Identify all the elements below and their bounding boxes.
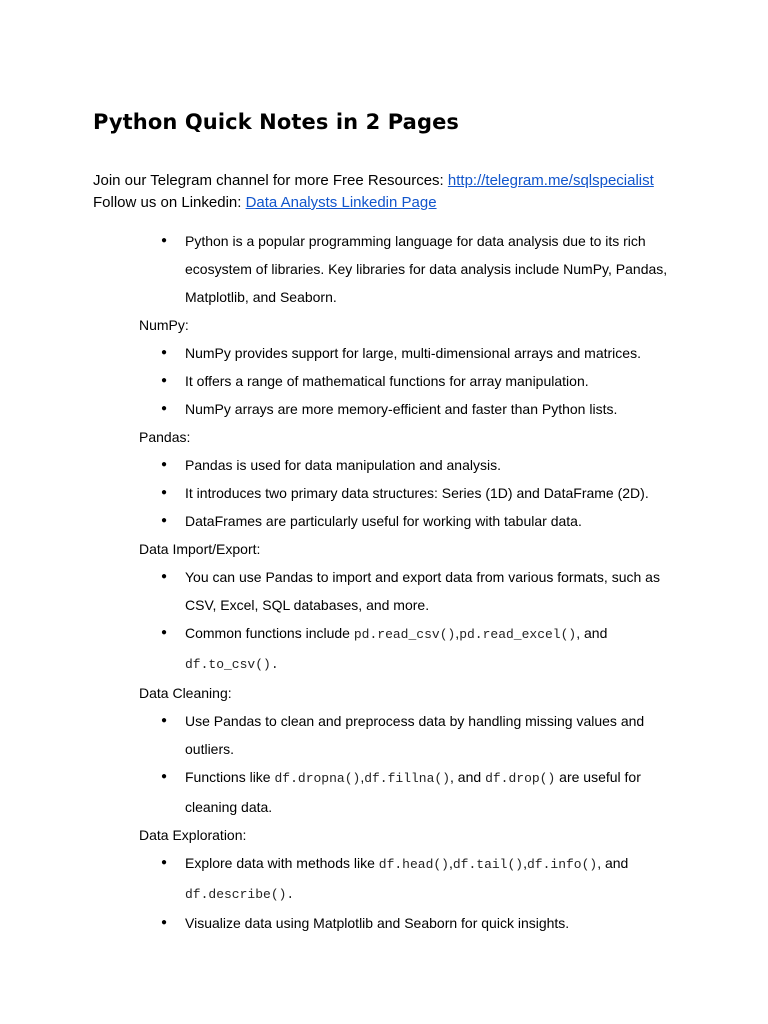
item-text: Functions like — [185, 769, 275, 785]
list-item — [139, 619, 679, 679]
numpy-list — [139, 339, 679, 423]
linkedin-link[interactable]: Data Analysts Linkedin Page — [245, 194, 437, 211]
page-title: Python Quick Notes in 2 Pages — [93, 110, 460, 134]
list-item: ● Use Pandas to clean and preprocess data by handling missing values and outliers. — [139, 707, 679, 763]
list-item: ● Visualize data using Matplotlib and Seaborn for quick insights. — [139, 909, 679, 937]
code-df-to-csv: df.to_csv(). — [185, 657, 279, 672]
telegram-link[interactable]: http://telegram.me/sqlspecialist — [447, 172, 654, 189]
item-sep: , — [448, 855, 453, 871]
code-df-tail: df.tail() — [452, 857, 524, 872]
code-df-head: df.head() — [378, 857, 449, 872]
item-text: Explore data with methods like — [185, 855, 379, 871]
code-df-dropna: df.dropna() — [274, 771, 361, 786]
code-df-fillna: df.fillna() — [364, 771, 451, 786]
import-export-list — [139, 563, 679, 679]
section-label-numpy: NumPy: — [139, 317, 189, 333]
notes-content — [139, 227, 679, 937]
intro-block — [93, 170, 654, 214]
code-pd-read-csv: pd.read_csv() — [353, 627, 456, 642]
item-sep: , and — [450, 769, 486, 785]
section-label-pandas: Pandas: — [139, 429, 191, 445]
linkedin-text: Follow us on Linkedin: — [93, 194, 246, 211]
item-sep: , — [360, 769, 365, 785]
item-sep: , — [455, 625, 460, 641]
list-item: ● NumPy arrays are more memory-efficient and faster than Python lists. — [139, 395, 679, 423]
item-sep: , and — [597, 855, 629, 871]
code-pd-read-excel: pd.read_excel() — [459, 627, 577, 642]
list-item: ● It introduces two primary data structures: Series (1D) and DataFrame (2D). — [139, 479, 679, 507]
item-sep: , and — [576, 625, 608, 641]
list-item: ● NumPy provides support for large, multi-dimensional arrays and matrices. — [139, 339, 679, 367]
code-df-describe: df.describe(). — [185, 887, 295, 902]
cleaning-list — [139, 707, 679, 821]
telegram-text: Join our Telegram channel for more Free Resources: — [93, 172, 448, 189]
item-sep: , — [523, 855, 527, 871]
section-label-cleaning: Data Cleaning: — [139, 685, 232, 701]
list-item: ● Pandas is used for data manipulation and analysis. — [139, 451, 679, 479]
code-df-info: df.info() — [526, 857, 598, 872]
list-item — [139, 849, 679, 909]
list-item: ● DataFrames are particularly useful for working with tabular data. — [139, 507, 679, 535]
list-item — [139, 763, 679, 821]
section-label-import-export: Data Import/Export: — [139, 541, 261, 557]
list-item: ● You can use Pandas to import and export data from various formats, such as CSV, Excel, SQL databases, and more. — [139, 563, 679, 619]
exploration-list — [139, 849, 679, 937]
section-label-exploration: Data Exploration: — [139, 827, 247, 843]
list-item: ● Python is a popular programming language for data analysis due to its rich ecosystem of libraries. Key libraries for data analysis include NumPy, Pandas, Matplotlib, and Seaborn. — [139, 227, 679, 311]
code-df-drop: df.drop() — [485, 771, 556, 786]
list-item: ● It offers a range of mathematical functions for array manipulation. — [139, 367, 679, 395]
item-text: are useful for cleaning data. — [185, 769, 641, 815]
linkedin-line — [93, 192, 654, 214]
pandas-list — [139, 451, 679, 535]
item-text: Common functions include — [185, 625, 354, 641]
overview-list — [139, 227, 679, 311]
telegram-line — [93, 170, 654, 192]
